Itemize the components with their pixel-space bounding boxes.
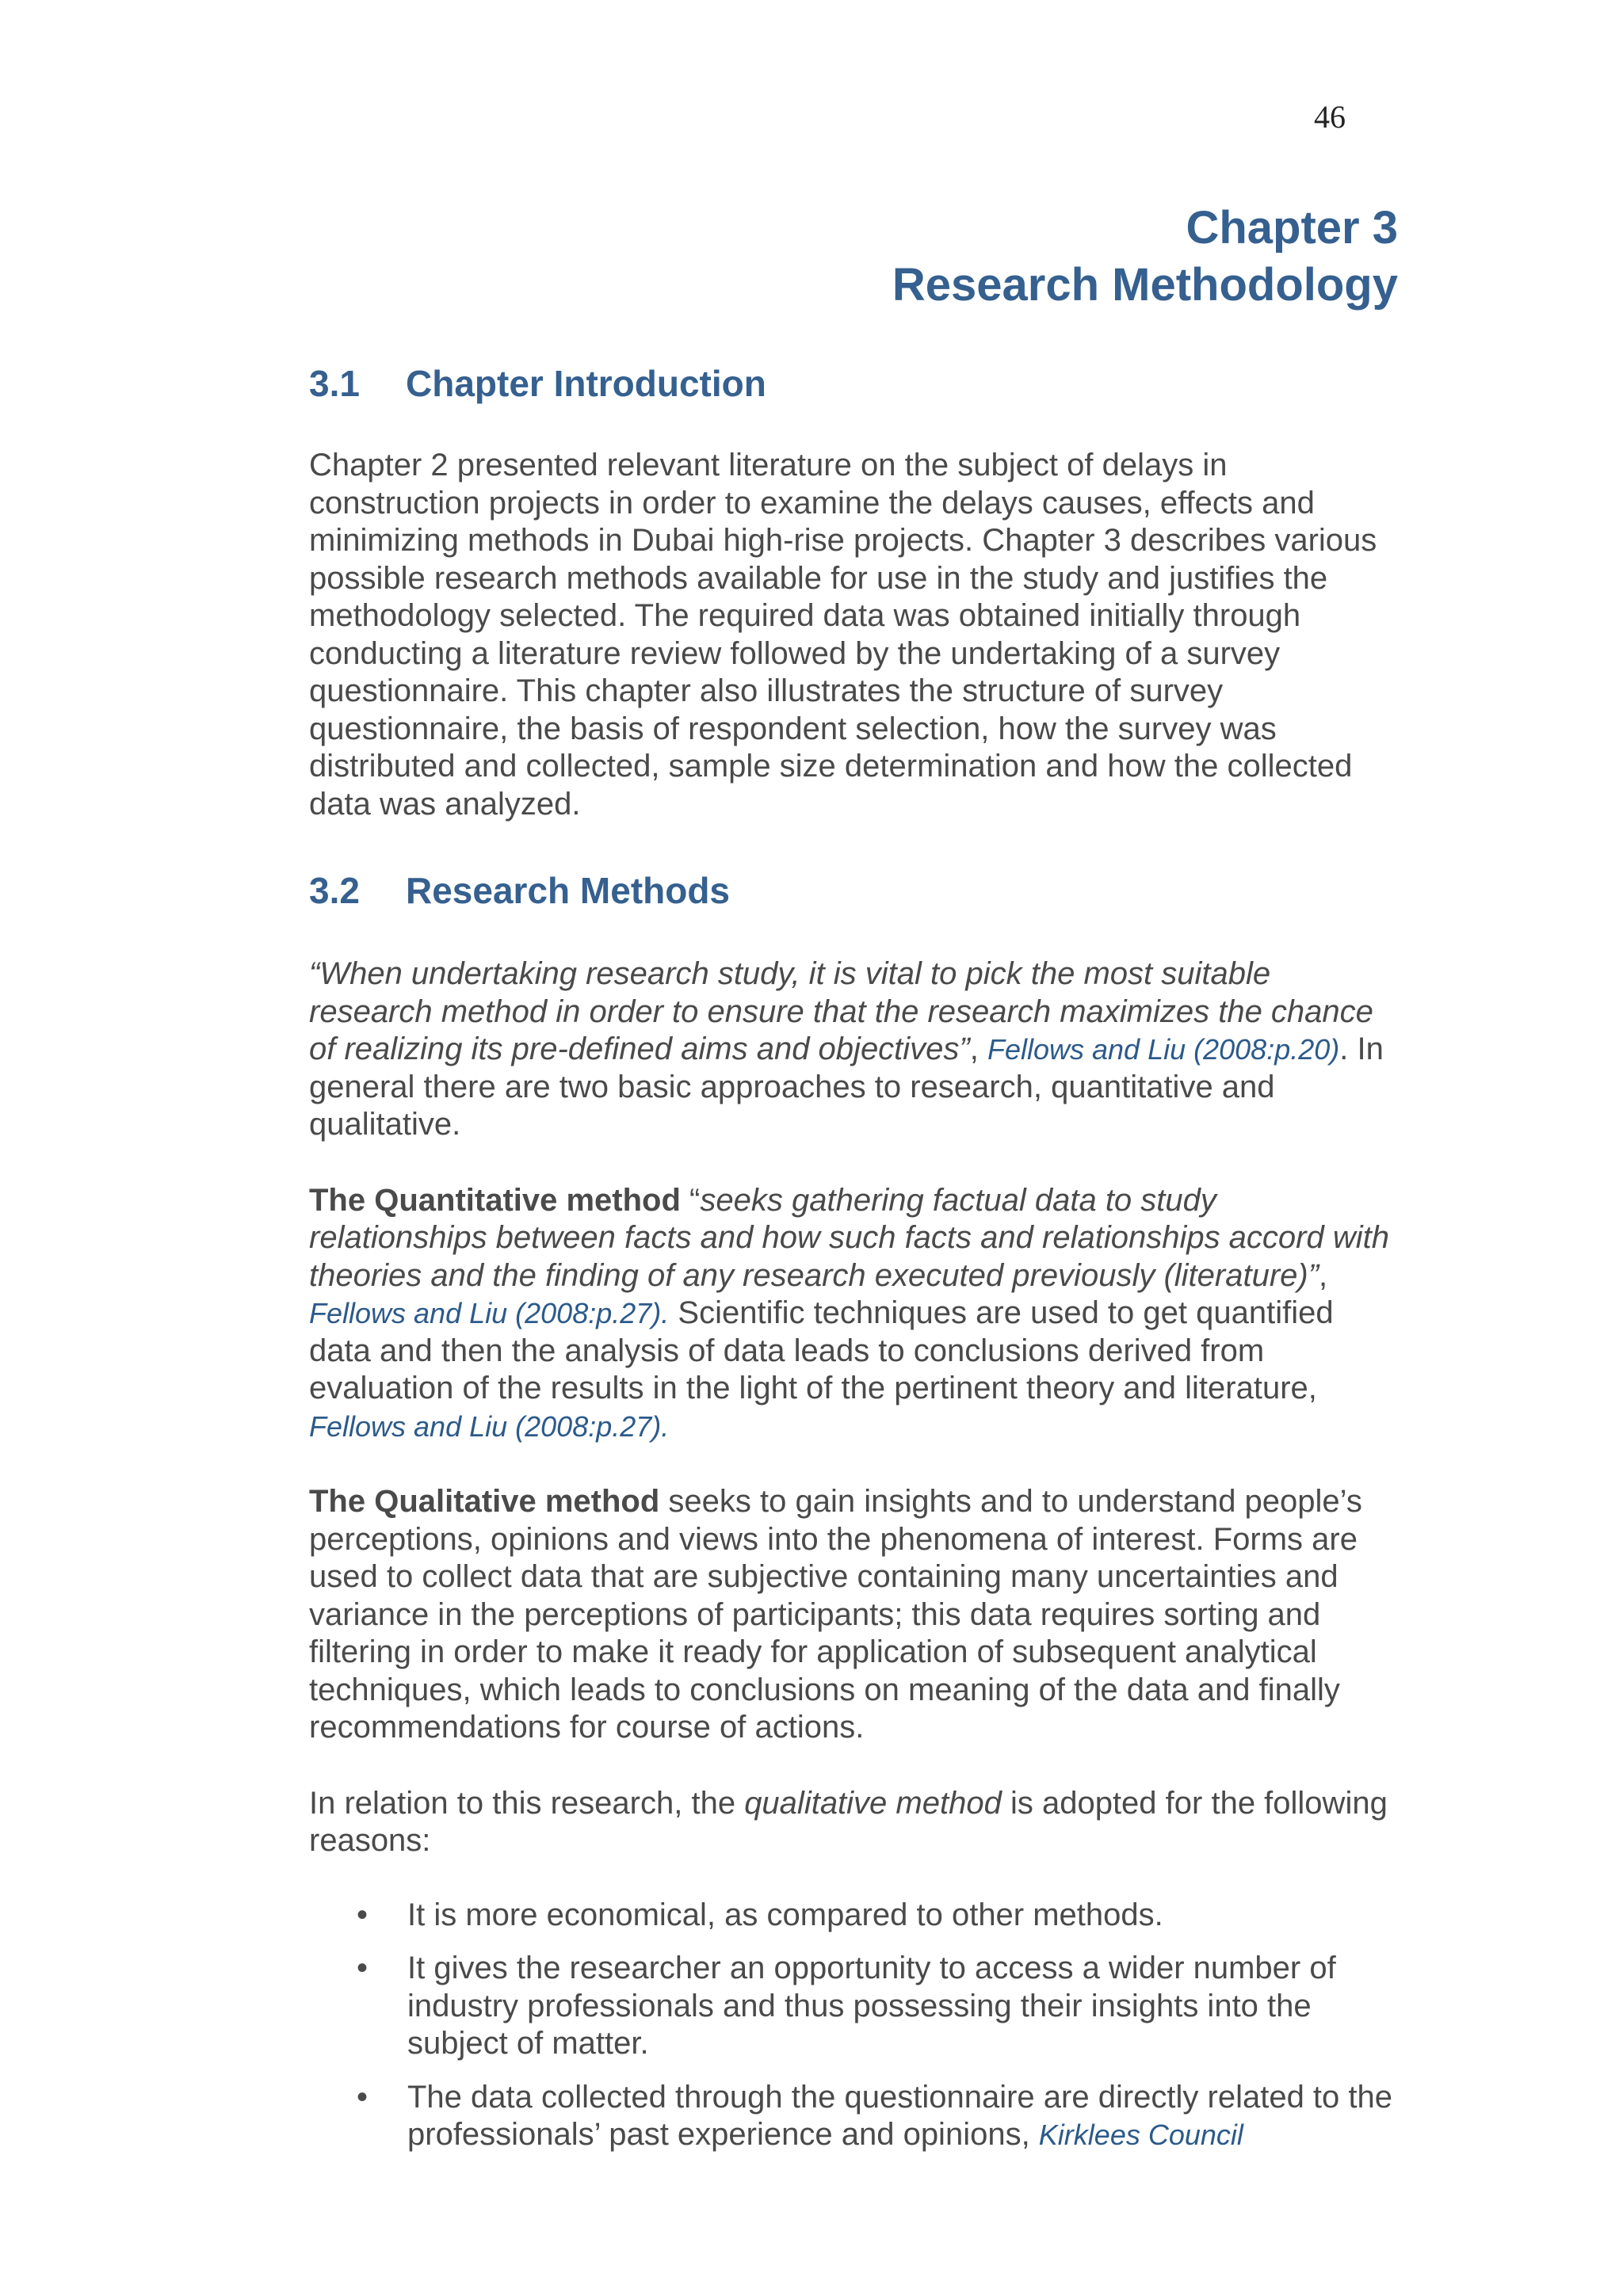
section-heading-research-methods — [309, 868, 730, 913]
list-item-text: The data collected through the questionnaire are directly related to the professionals’ past experience and opinions, — [407, 2079, 1393, 2152]
page-number: 46 — [1314, 99, 1346, 135]
relation-pre: In relation to this research, the — [309, 1785, 745, 1821]
quantitative-paragraph — [309, 1182, 1400, 1446]
citation: Fellows and Liu (2008:p.20) — [987, 1033, 1340, 1066]
chapter-heading — [892, 200, 1398, 314]
methods-paragraph — [309, 955, 1400, 1144]
section-number: 3.1 — [309, 363, 360, 404]
section-heading-introduction — [309, 361, 766, 406]
bullet-icon: • — [357, 1951, 369, 1985]
list-item-text: It gives the researcher an opportunity to access a wider number of industry professionals and thus possessing their insights into the subject of matter. — [407, 1951, 1336, 2061]
citation: Fellows and Liu (2008:p.27). — [309, 1297, 670, 1329]
qualitative-rest: seeks to gain insights and to understand people’s perceptions, opinions and views into the phenomena of interest. Forms are used to collect data that are subjective containing many uncertainties and variance in the perceptions of participants; this data requires sorting and filtering in order to make it ready for application of subsequent analytical techniques, which leads to conclusions on meaning of the data and finally recommendations for course of actions. — [309, 1484, 1362, 1745]
chapter-number: Chapter 3 — [1186, 202, 1398, 254]
list-item-text: It is more economical, as compared to other methods. — [407, 1897, 1163, 1932]
relation-italic: qualitative method — [744, 1785, 1002, 1821]
reasons-list — [309, 1897, 1400, 2154]
section-title: Chapter Introduction — [406, 363, 766, 404]
list-item — [309, 2079, 1400, 2154]
methods-rest: . In general there are two basic approaches to research, quantitative and qualitative. — [309, 1032, 1384, 1142]
relation-paragraph — [309, 1785, 1400, 1860]
separator: , — [969, 1032, 987, 1066]
citation: Kirklees Council — [1038, 2119, 1243, 2151]
quantitative-quote: seeks gathering factual data to study relationships between facts and how such facts and relationships accord with theories and the finding of any research executed previously (literature)” — [309, 1182, 1389, 1293]
citation: Fellows and Liu (2008:p.27). — [309, 1409, 670, 1443]
methods-quote: “When undertaking research study, it is vital to pick the most suitable research method in order to ensure that the research maximizes the chance of realizing its pre-defined aims and objectives” — [309, 956, 1373, 1066]
research-methods-body — [309, 955, 1400, 2170]
section-title: Research Methods — [406, 870, 731, 911]
list-item — [309, 1897, 1400, 1935]
bullet-icon: • — [357, 2079, 369, 2115]
qualitative-paragraph — [309, 1483, 1400, 1747]
chapter-title: Research Methodology — [892, 259, 1398, 311]
open-quote: “ — [680, 1182, 701, 1218]
separator: , — [1319, 1257, 1328, 1293]
section-number: 3.2 — [309, 870, 360, 911]
intro-paragraph-block — [309, 447, 1400, 823]
intro-paragraph: Chapter 2 presented relevant literature on the subject of delays in construction projects in order to examine the delays causes, effects and minimizing methods in Dubai high-rise projects. Chapter 3 describes various possible research methods available for use in the study and justifies the methodology selected. The required data was obtained initially through conducting a literature review followed by the undertaking of a survey questionnaire. This chapter also illustrates the structure of survey questionnaire, the basis of respondent selection, how the survey was distributed and collected, sample size determination and how the collected data was analyzed. — [309, 448, 1377, 822]
quantitative-middle: Scientific techniques are used to get quantified data and then the analysis of data leads to conclusions derived from evaluation of the results in the light of the pertinent theory and literature, — [309, 1295, 1334, 1405]
quantitative-term: The Quantitative method — [309, 1182, 681, 1218]
bullet-icon: • — [357, 1897, 369, 1932]
relation-post: is adopted for the following reasons: — [309, 1785, 1388, 1858]
qualitative-term: The Qualitative method — [309, 1484, 660, 1519]
list-item — [309, 1950, 1400, 2063]
